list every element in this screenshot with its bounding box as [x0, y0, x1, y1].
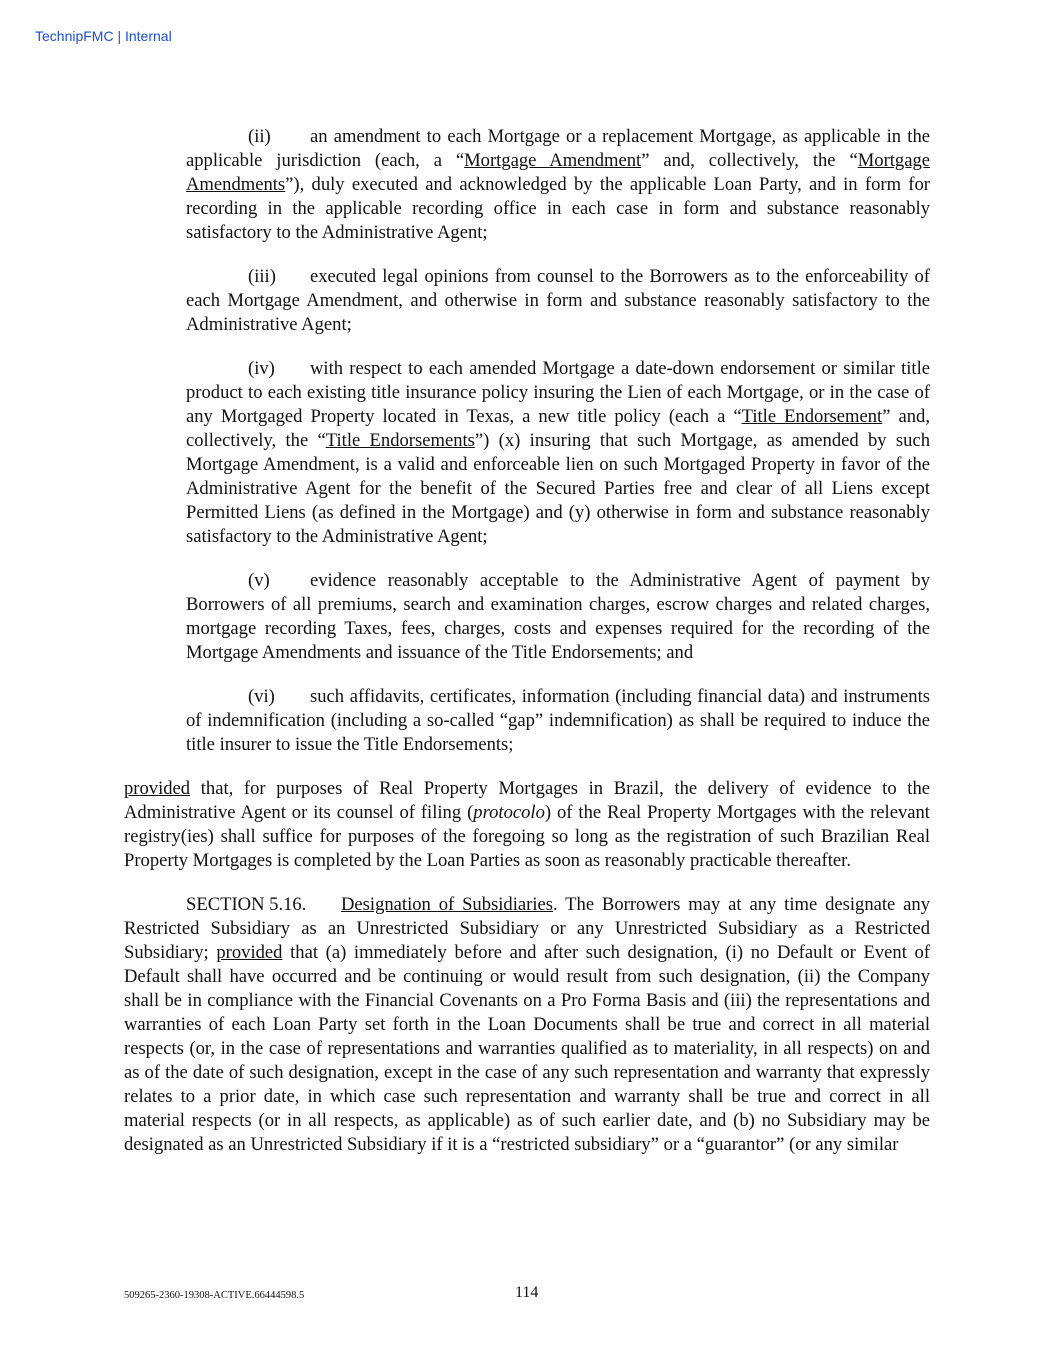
footer-document-id: 509265-2360-19308-ACTIVE.66444598.5 [124, 1290, 305, 1301]
provided-term: provided [216, 942, 283, 963]
defined-term: Mortgage Amendments [186, 150, 931, 195]
clause-text: ” and, collectively, the “ [641, 150, 858, 171]
proviso-paragraph [124, 777, 930, 873]
clause-text: such affidavits, certificates, information (including financial data) and instruments of indemnification (including a so-called “gap” indemnification) as shall be required to induce the title insurer to issue the Title Endorsements; [186, 686, 930, 755]
defined-term: Title Endorsements [325, 430, 475, 451]
clause-text: with respect to each amended Mortgage a date-down endorsement or similar title product to each existing title insurance policy insuring the Lien of each Mortgage, or in the case of any Mortgaged Property located in Texas, a new title policy (each a “ [186, 358, 930, 427]
section-5-16 [124, 893, 930, 1157]
clause-v [186, 569, 930, 665]
clause-text: evidence reasonably acceptable to the Administrative Agent of payment by Borrowers of all premiums, search and examination charges, escrow charges and related charges, mortgage recording Taxes, fees, charges, costs and expenses required for the recording of the Mortgage Amendments and issuance of the Title Endorsements; and [186, 570, 930, 663]
section-text: . The Borrowers may at any time designate any Restricted Subsidiary as an Unrestricted Subsidiary or any Unrestricted Subsidiary as a Restricted Subsidiary; [124, 894, 930, 963]
clause-text: an amendment to each Mortgage or a replacement Mortgage, as applicable in the applicable jurisdiction (each, a “ [186, 126, 930, 171]
clause-number: (iii) [248, 266, 276, 287]
defined-term: Title Endorsement [741, 406, 883, 427]
document-body [124, 125, 930, 1177]
clause-number: (ii) [248, 126, 271, 147]
defined-term: Mortgage Amendment [464, 150, 642, 171]
section-text: that (a) immediately before and after such designation, (i) no Default or Event of Default shall have occurred and be continuing or would result from such designation, (ii) the Company shall be in compliance with the Financial Covenants on a Pro Forma Basis and (iii) the representations and warranties of each Loan Party set forth in the Loan Documents shall be true and correct in all material respects (or, in the case of representations and warranties qualified as to materiality, in all respects) on and as of the date of such designation, except in the case of any such representation and warranty that expressly relates to a prior date, in which case such representation and warranty shall be true and correct in all material respects (or in all respects, as applicable) as of such earlier date, and (b) no Subsidiary may be designated as an Unrestricted Subsidiary if it is a “restricted subsidiary” or a “guarantor” (or any similar [124, 942, 931, 1155]
page-number: 114 [515, 1284, 539, 1301]
clause-number: (v) [248, 570, 270, 591]
proviso-text: ) of the Real Property Mortgages with the relevant registry(ies) shall suffice for purposes of the foregoing so long as the registration of such Brazilian Real Property Mortgages is completed by the Loan Parties as soon as reasonably practicable thereafter. [124, 802, 930, 871]
proviso-text: that, for purposes of Real Property Mortgages in Brazil, the delivery of evidence to the Administrative Agent or its counsel of filing ( [124, 778, 930, 823]
clause-vi [186, 685, 930, 757]
clause-ii [186, 125, 930, 245]
clause-iv [186, 357, 930, 549]
clause-iii [186, 265, 930, 337]
proviso-italic-term: protocolo [473, 802, 545, 823]
clause-text: ” and, collectively, the “ [186, 406, 930, 451]
clause-text: ”), duly executed and acknowledged by the applicable Loan Party, and in form for recording in the applicable recording office in each case in form and substance reasonably satisfactory to the Administrative Agent; [186, 174, 930, 243]
clause-text: executed legal opinions from counsel to the Borrowers as to the enforceability of each Mortgage Amendment, and otherwise in form and substance reasonably satisfactory to the Administrative Agent; [186, 266, 930, 335]
section-title: Designation of Subsidiaries [341, 894, 553, 915]
clause-text: ”) (x) insuring that such Mortgage, as amended by such Mortgage Amendment, is a valid and enforceable lien on such Mortgaged Property in favor of the Administrative Agent for the benefit of the Secured Parties free and clear of all Liens except Permitted Liens (as defined in the Mortgage) and (y) otherwise in form and substance reasonably satisfactory to the Administrative Agent; [186, 430, 931, 547]
clause-number: (vi) [248, 686, 275, 707]
section-number: SECTION 5.16. [186, 894, 307, 915]
proviso-lead: provided [124, 778, 191, 799]
classification-label: TechnipFMC | Internal [35, 28, 172, 44]
clause-number: (iv) [248, 358, 275, 379]
